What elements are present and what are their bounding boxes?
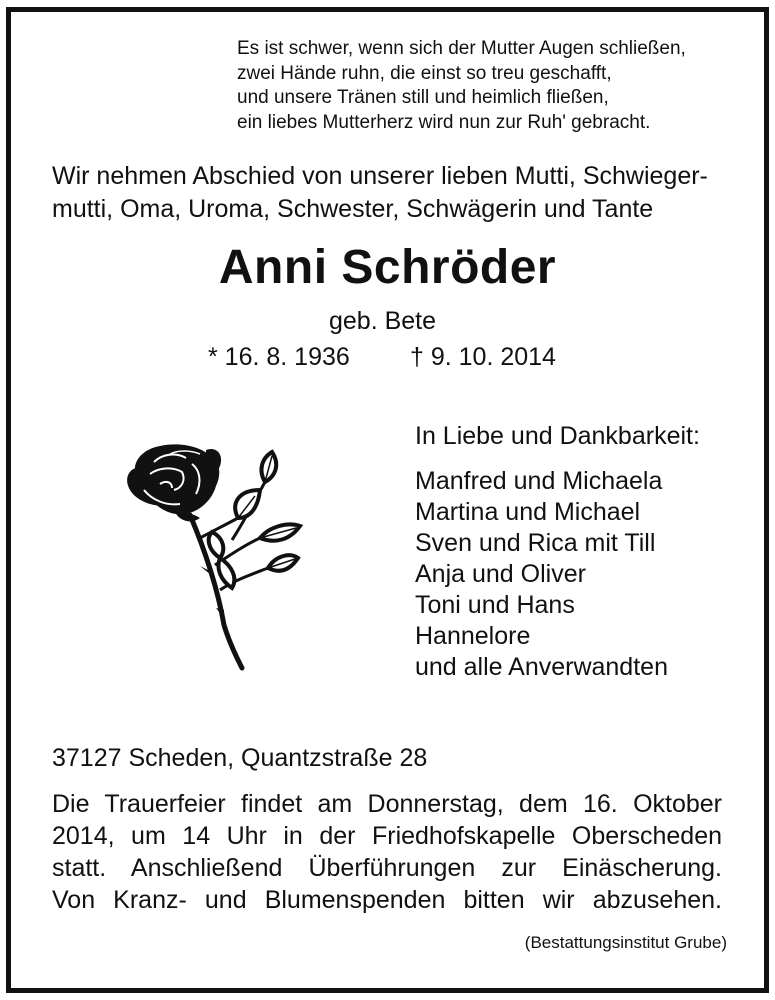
mourner-name: Sven und Rica mit Till [415,529,656,557]
maiden-name: geb. Bete [329,307,437,335]
address: 37127 Scheden, Quantzstraße 28 [52,744,428,772]
intro-text [52,160,708,226]
rose-icon [120,440,310,675]
mourners-heading: In Liebe und Dankbarkeit: [415,422,700,450]
service-line: Von Kranz- und Blumenspenden bitten wir abzusehen. [52,886,722,914]
birth-date: * 16. 8. 1936 [208,343,350,371]
service-line: Die Trauerfeier findet am Donnerstag, dem 16. Oktober [52,790,722,818]
mourner-name: Manfred und Michaela [415,467,663,495]
service-line: 2014, um 14 Uhr in der Friedhofskapelle Oberscheden [52,822,722,850]
undertaker-credit: (Bestattungsinstitut Grube) [524,933,727,952]
mourner-name: Martina und Michael [415,498,641,526]
service-info [52,788,722,916]
service-line: statt. Anschließend Überführungen zur Einäscherung. [52,854,722,882]
mourner-name: Hannelore [415,622,531,650]
mourner-name: und alle Anverwandten [415,653,668,681]
poem-line: und unsere Tränen still und heimlich fließen, [237,87,609,108]
intro-line: mutti, Oma, Uroma, Schwester, Schwägerin und Tante [52,195,654,223]
intro-line: Wir nehmen Abschied von unserer lieben Mutti, Schwieger- [52,162,708,190]
mourner-name: Anja und Oliver [415,560,586,588]
poem [237,37,686,135]
deceased-name: Anni Schröder [218,241,557,294]
death-date: † 9. 10. 2014 [410,343,556,371]
poem-line: Es ist schwer, wenn sich der Mutter Augen schließen, [237,38,686,59]
poem-line: zwei Hände ruhn, die einst so treu geschafft, [237,62,612,84]
mourner-name: Toni und Hans [415,591,575,619]
mourners-list [415,420,700,683]
poem-line: ein liebes Mutterherz wird nun zur Ruh' gebracht. [237,111,651,133]
